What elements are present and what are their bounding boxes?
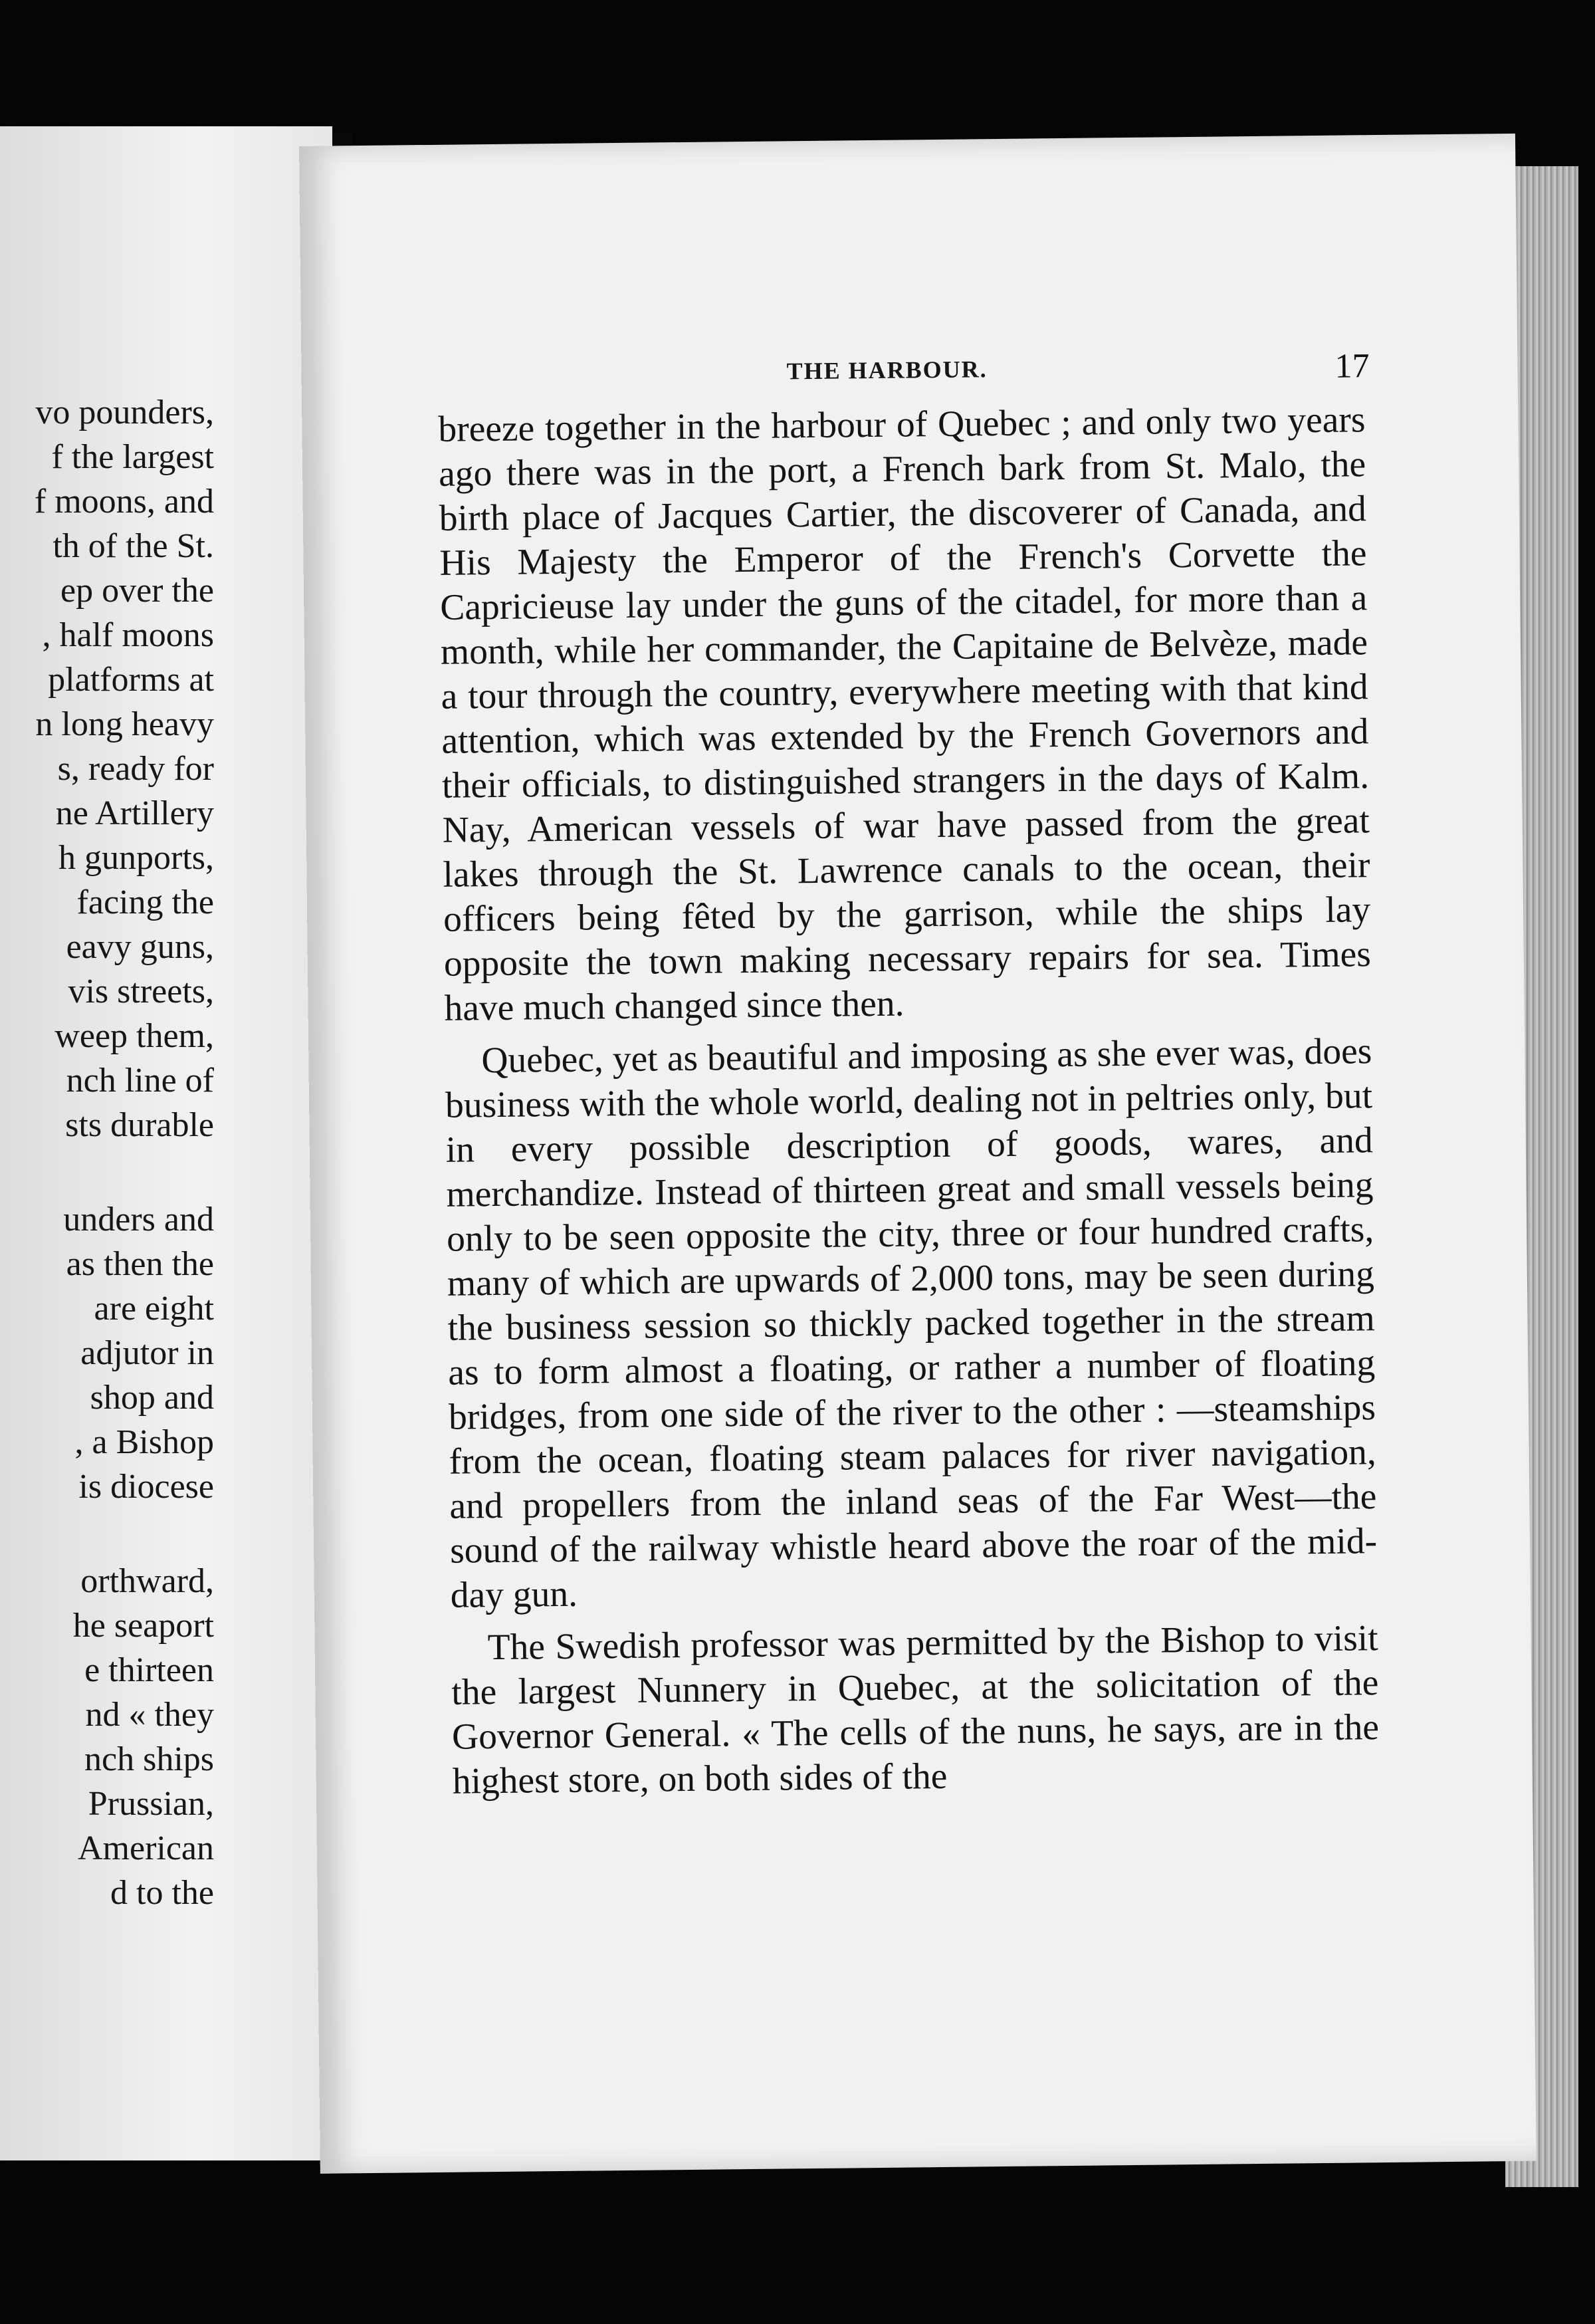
left-page-line: he seaport (72, 1607, 214, 1645)
left-page-line: vis streets, (68, 973, 214, 1010)
page-number: 17 (1334, 347, 1370, 386)
left-page-line: s, ready for (57, 750, 214, 788)
left-page-line: f moons, and (34, 483, 214, 521)
left-page-line: vo pounders, (35, 394, 214, 431)
left-page-line: e thirteen (84, 1651, 214, 1689)
left-page-line: sts durable (65, 1106, 214, 1144)
running-head: THE HARBOUR. (786, 356, 988, 385)
left-page-line: nch line of (66, 1062, 214, 1100)
left-page-line: f the largest (51, 438, 214, 476)
left-page-line: facing the (76, 883, 214, 921)
left-page (0, 126, 332, 2160)
left-page-line: orthward, (80, 1562, 214, 1600)
body-text (438, 398, 1380, 1803)
left-page-line: n long heavy (35, 705, 214, 743)
left-page-line: th of the St. (53, 527, 214, 565)
left-page-line: Prussian, (88, 1785, 214, 1823)
left-page-line: adjutor in (80, 1334, 214, 1372)
right-page (299, 134, 1537, 2174)
left-page-line: ne Artillery (55, 794, 214, 832)
left-page-line: nch ships (84, 1740, 214, 1778)
paragraph-3: The Swedish professor was permitted by the Bishop to visit the largest Nunnery in Quebec, at the solicitation of the Governor General. « The cells of the nuns, he says, are in the highest store, on both sides of the (451, 1618, 1380, 1802)
left-page-line: platforms at (48, 661, 214, 699)
left-page-line: unders and (63, 1201, 214, 1238)
left-page-line: h gunports, (58, 839, 214, 877)
left-page-line: are eight (94, 1290, 214, 1328)
left-page-line: weep them, (54, 1017, 214, 1055)
left-page-line: , half moons (42, 616, 214, 654)
left-page-line: eavy guns, (66, 928, 214, 966)
left-page-line: shop and (90, 1379, 214, 1417)
left-page-line: nd « they (85, 1696, 214, 1734)
left-page-line: ep over the (60, 572, 214, 610)
left-page-line: , a Bishop (74, 1423, 214, 1461)
paragraph-1: breeze together in the harbour of Quebec ; and only two years ago there was in the port, a French bark from St. Malo, the birth place of Jacques Cartier, the discoverer of Canada, and His Majesty the Emperor of the French's Corvette the Capricieuse lay under the guns of the citadel, for more than a month, while her commander, the Capitaine de Belvèze, made a tour through the country, everywhere meeting with that kind attention, which was extended by the French Governors and their officials, to distinguished strangers in the days of Kalm. Nay, American vessels of war have passed from the great lakes through the St. Lawrence canals to the ocean, their officers being fêted by the garrison, while the ships lay opposite the town making necessary repairs for sea. Times have much changed since then. (438, 400, 1372, 1029)
paragraph-2: Quebec, yet as beautiful and imposing as she ever was, does business with the whole world, dealing not in peltries only, but in every possible description of goods, wares, and merchandize. Instead of thirteen great and small vessels being only to be seen opposite the city, three or four hundred crafts, many of which are upwards of 2,000 tons, may be seen during the business session so thickly packed together in the stream as to form almost a floating, or rather a number of floating bridges, from one side of the river to the other : —steamships from the ocean, floating steam palaces for river navigation, and propellers from the inland seas of the Far West—the sound of the railway whistle heard above the roar of the mid-day gun. (445, 1031, 1378, 1616)
left-page-line: as then the (66, 1245, 214, 1283)
left-page-line: d to the (110, 1874, 214, 1912)
left-page-line: American (77, 1829, 214, 1867)
left-page-line: is diocese (78, 1468, 214, 1506)
